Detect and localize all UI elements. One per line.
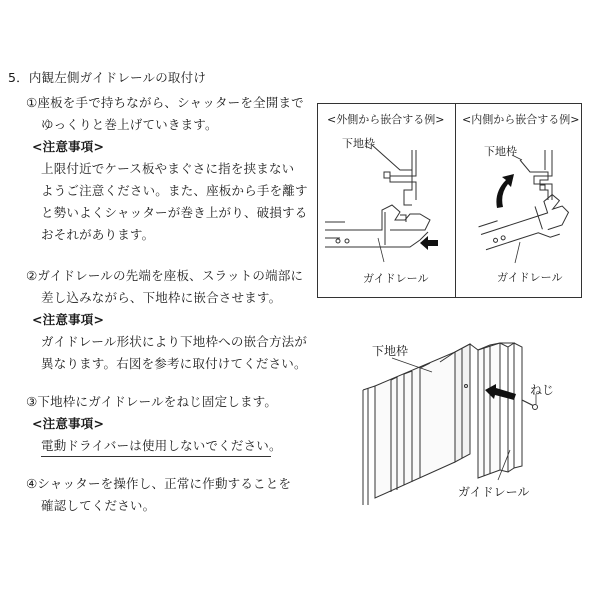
step4-line2: 確認してください。 [41,498,156,513]
step2-line1: ②ガイドレールの先端を座板、スラットの端部に [26,268,304,283]
rail-label: ガイドレール [458,485,530,499]
inner-fit-rail-profile [476,191,574,257]
screw-label: ねじ [530,383,555,397]
outer-fit-rail-profile [325,205,430,247]
step1-note-line2: ようご注意ください。また、座板から手を離す [41,183,308,198]
step4-line1: ④シャッターを操作し、正常に作動することを [26,476,292,491]
inner-fit-caption: <内側から嵌合する例> [462,113,580,126]
outer-fit-caption: <外側から嵌合する例> [327,113,445,126]
step1-line2: ゆっくりと巻上げていきます。 [41,117,218,132]
outer-rail-label: ガイドレール [363,272,429,285]
outer-frame-label: 下地枠 [342,137,375,150]
step3-line1: ③下地枠にガイドレールをねじ固定します。 [26,394,278,409]
rotate-arrow-icon [496,174,514,208]
guide-rail-isometric-drawing [363,343,522,505]
screw-icon [522,400,538,410]
step3-note-label: <注意事項> [32,416,105,431]
step2-note-label: <注意事項> [32,312,105,327]
step2-line2: 差し込みながら、下地枠に嵌合させます。 [41,290,282,305]
step1-line1: ①座板を手で持ちながら、シャッターを全開まで [26,95,304,110]
outer-fit-frame-profile [372,145,416,205]
inner-fit-frame-profile [520,150,552,200]
step1-note-line3: と勢いよくシャッターが巻き上がり、破損する [41,205,308,220]
step1-note-line4: おそれがあります。 [41,227,155,242]
step2-note-line2: 異なります。右図を参考に取付けてください。 [41,356,307,371]
step3-note-line1: 電動ドライバーは使用しないでください。 [41,438,271,457]
frame-label: 下地枠 [372,344,409,358]
push-in-arrow-icon [420,236,438,250]
inner-rail-label: ガイドレール [497,271,563,284]
step1-note-label: <注意事項> [32,139,105,154]
step2-note-line1: ガイドレール形状により下地枠への嵌合方法が [41,334,308,349]
section-heading: 5．内観左側ガイドレールの取付け [8,70,207,85]
step1-note-line1: 上限付近でケース板やまぐさに指を挟まない [41,161,295,176]
inner-frame-label: 下地枠 [484,145,517,158]
